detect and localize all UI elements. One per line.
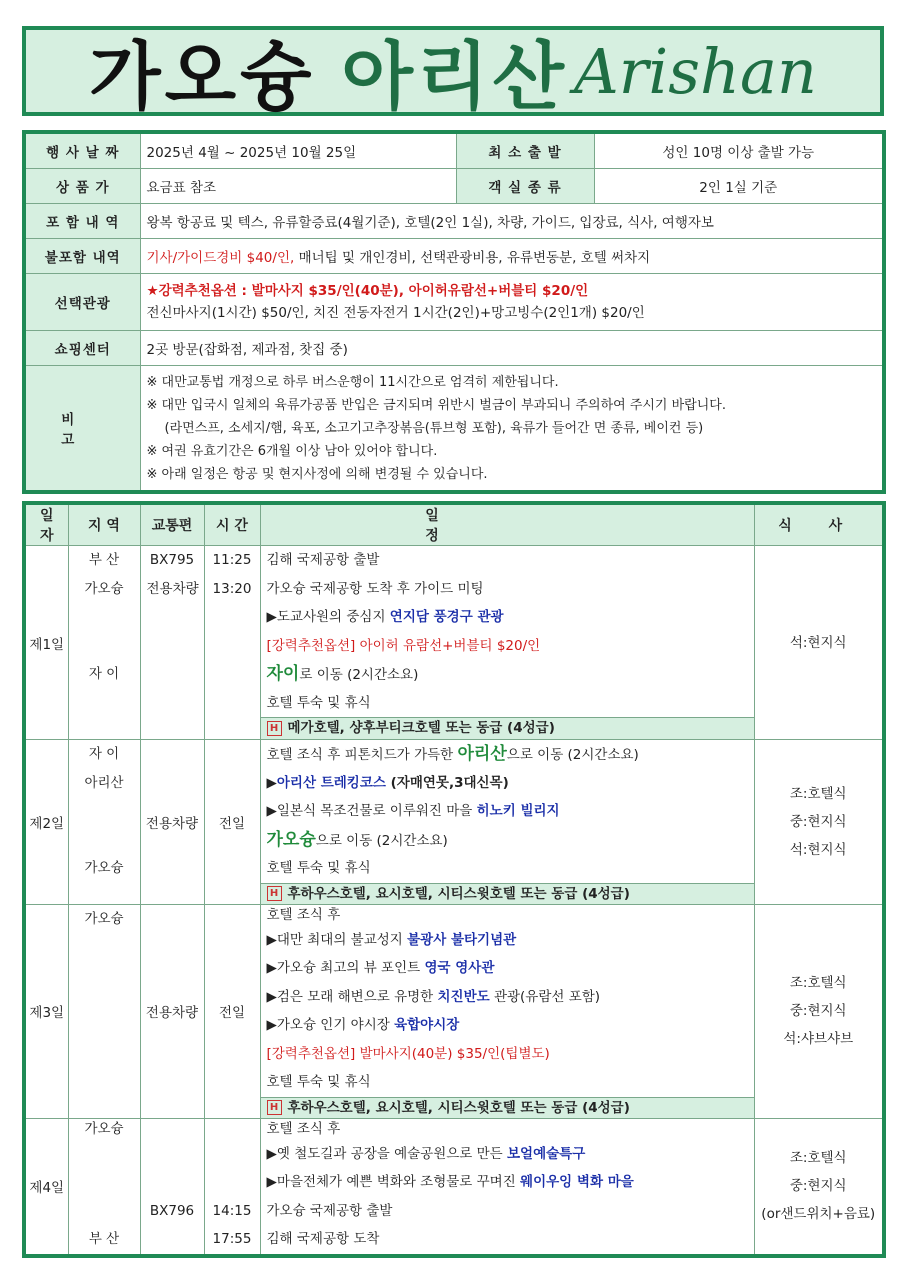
- head-day: 일 자: [24, 503, 68, 546]
- day4-line4: 가오슝 국제공항 출발: [266, 1202, 393, 1219]
- note-4: ※ 여권 유효기간은 6개월 이상 남아 있어야 합니다.: [146, 443, 438, 459]
- date-value: 2025년 4월 ~ 2025년 10월 25일: [140, 132, 456, 169]
- head-plan: 일 정: [260, 503, 754, 546]
- note-2: ※ 대만 입국시 일체의 육류가공품 반입은 금지되며 위반시 벌금이 부과되니 주의하여 주시기 바랍니다.: [146, 397, 726, 413]
- head-trans: 교통편: [140, 503, 204, 546]
- day1-region-3: 자 이: [88, 666, 120, 682]
- day1-time-2: 13:20: [212, 580, 252, 597]
- day1-region: [68, 546, 140, 740]
- day4-line3: ▶마을전체가 예쁜 벽화와 조형물로 꾸며진 웨이우잉 벽화 마을: [266, 1174, 634, 1190]
- day1-time-1: 11:25: [212, 552, 252, 568]
- day3-region-1: 가오슝: [84, 910, 124, 927]
- excl-label: 불포함 내역: [24, 239, 140, 274]
- day1-vehicle: 전용차량: [146, 580, 199, 597]
- day4-meal: 조:호텔식 중:현지식 (or샌드위치+음료): [754, 1118, 884, 1256]
- day2-label: 제2일: [24, 740, 68, 905]
- day1-region-1: 부 산: [88, 552, 120, 568]
- note-label: 비 고: [24, 366, 140, 493]
- day1-region-2: 가오슝: [84, 580, 124, 597]
- excl-rest: 매너팁 및 개인경비, 선택관광비용, 유류변동분, 호텔 써차지: [294, 250, 651, 266]
- day3-line5: ▶가오슝 인기 야시장 육합야시장: [266, 1017, 460, 1033]
- notes: [140, 366, 884, 493]
- day3-line3: ▶가오슝 최고의 뷰 포인트 영국 영사관: [266, 960, 495, 976]
- price-label: 상 품 가: [24, 169, 140, 204]
- head-meal: 식 사: [754, 503, 884, 546]
- day3-line2: ▶대만 최대의 불교성지 불광사 불타기념관: [266, 931, 517, 948]
- day3-plan: [260, 904, 754, 1118]
- day4-label: 제4일: [24, 1118, 68, 1256]
- excl-red: 기사/가이드경비 $40/인,: [146, 250, 295, 266]
- note-1: ※ 대만교통법 개정으로 하루 버스운행이 11시간으로 엄격히 제한됩니다.: [146, 374, 559, 390]
- opt-line2: 전신마사지(1시간) $50/인, 치진 전동자전거 1시간(2인)+망고빙수(2인1개) $20/인: [146, 305, 645, 321]
- day2-line1: 호텔 조식 후 피톤치드가 가득한 아리산으로 이동 (2시간소요): [266, 744, 639, 764]
- day3-trans: 전용차량: [140, 904, 204, 1118]
- day2-region-3: 가오슝: [84, 860, 124, 876]
- day4-plan: [260, 1118, 754, 1256]
- day2-hotel: H 후하우스호텔, 요시호텔, 시티스윗호텔 또는 동급 (4성급): [261, 883, 754, 904]
- day3-time: 전일: [204, 904, 260, 1118]
- day1-line4: [강력추천옵션] 아이허 유람선+버블티 $20/인: [266, 637, 541, 654]
- day3-hotel: H 후하우스호텔, 요시호텔, 시티스윗호텔 또는 동급 (4성급): [261, 1097, 754, 1118]
- day3-line4: ▶검은 모래 해변으로 유명한 치진반도 관광(유람선 포함): [266, 988, 601, 1005]
- opt-value: [140, 274, 884, 331]
- opt-line1: ★강력추천옵션 : 발마사지 $35/인(40분), 아이허유람선+버블티 $20/인: [146, 283, 589, 299]
- room-label: 객 실 종 류: [456, 169, 594, 204]
- day2-plan: [260, 740, 754, 905]
- day3-line1: 호텔 조식 후: [266, 906, 341, 923]
- day4-time: [204, 1118, 260, 1256]
- hotel-icon: H: [267, 721, 282, 736]
- day4-line2: ▶옛 철도길과 공장을 예술공원으로 만든 보얼예술특구: [266, 1145, 586, 1162]
- day3-line7: 호텔 투숙 및 휴식: [266, 1074, 371, 1090]
- room-value: 2인 1실 기준: [594, 169, 884, 204]
- min-label: 최 소 출 발: [456, 132, 594, 169]
- title-arishan-en: Arishan: [574, 34, 817, 108]
- day3-line6: [강력추천옵션] 발마사지(40분) $35/인(팁별도): [266, 1045, 550, 1062]
- day3-meal: 조:호텔식 중:현지식 석:샤브샤브: [754, 904, 884, 1118]
- day1-line6: 호텔 투숙 및 휴식: [266, 694, 371, 711]
- day1-line1: 김해 국제공항 출발: [266, 552, 380, 568]
- hotel-icon: H: [267, 1100, 282, 1115]
- day4-region: [68, 1118, 140, 1256]
- note-5: ※ 아래 일정은 항공 및 현지사정에 의해 변경될 수 있습니다.: [146, 466, 488, 482]
- day4-flight: BX796: [149, 1202, 195, 1219]
- head-time: 시 간: [204, 503, 260, 546]
- day1-meal: 석:현지식: [754, 546, 884, 740]
- day2-line3: ▶일본식 목조건물로 이루워진 마을 히노키 빌리지: [266, 803, 560, 819]
- head-region: 지 역: [68, 503, 140, 546]
- day2-region: [68, 740, 140, 905]
- day4-time-2: 17:55: [212, 1231, 252, 1247]
- title-arishan-ko: 아리산: [341, 34, 568, 120]
- hotel-icon: H: [267, 886, 282, 901]
- day2-meal: 조:호텔식 중:현지식 석:현지식: [754, 740, 884, 905]
- day2-line2: ▶아리산 트레킹코스 (자매연못,3대신목): [266, 774, 509, 791]
- opt-label: 선택관광: [24, 274, 140, 331]
- day3-region: [68, 904, 140, 1118]
- day1-label: 제1일: [24, 546, 68, 740]
- shop-label: 쇼핑센터: [24, 331, 140, 366]
- min-value: 성인 10명 이상 출발 가능: [594, 132, 884, 169]
- day4-trans: [140, 1118, 204, 1256]
- excl-value: [140, 239, 884, 274]
- day2-line4: 가오슝으로 이동 (2시간소요): [266, 829, 448, 850]
- info-table: [22, 130, 886, 494]
- day2-region-2: 아리산: [84, 774, 124, 791]
- price-value: 요금표 참조: [140, 169, 456, 204]
- day2-time: 전일: [204, 740, 260, 905]
- day1-hotel: H 메가호텔, 샹후부티크호텔 또는 동급 (4성급): [261, 717, 754, 739]
- day4-time-1: 14:15: [212, 1202, 252, 1219]
- shop-value: 2곳 방문(잡화점, 제과점, 찻집 중): [140, 331, 884, 366]
- incl-value: 왕복 항공료 및 텍스, 유류할증료(4월기준), 호텔(2인 1실), 차량, 가이드, 입장료, 식사, 여행자보: [140, 204, 884, 239]
- day2-line5: 호텔 투숙 및 휴식: [266, 860, 371, 876]
- day1-line3: ▶도교사원의 중심지 연지담 풍경구 관광: [266, 609, 504, 625]
- day2-region-1: 자 이: [88, 746, 120, 762]
- day1-line5: 자이로 이동 (2시간소요): [266, 664, 419, 684]
- date-label: 행 사 날 짜: [24, 132, 140, 169]
- title-banner: [22, 26, 884, 120]
- day4-region-1: 가오슝: [84, 1120, 124, 1137]
- day4-line5: 김해 국제공항 도착: [266, 1231, 380, 1247]
- day1-plan: [260, 546, 754, 740]
- day1-line2: 가오슝 국제공항 도착 후 가이드 미팅: [266, 580, 484, 597]
- day4-line1: 호텔 조식 후: [266, 1120, 341, 1137]
- day2-trans: 전용차량: [140, 740, 204, 905]
- title-gaoshung: 가오슝: [89, 34, 316, 120]
- day4-region-2: 부 산: [88, 1231, 120, 1247]
- day3-label: 제3일: [24, 904, 68, 1118]
- day1-time: [204, 546, 260, 740]
- day1-flight: BX795: [149, 552, 195, 568]
- day1-trans: [140, 546, 204, 740]
- incl-label: 포 함 내 역: [24, 204, 140, 239]
- schedule-table: [22, 501, 886, 1258]
- note-3: (라면스프, 소세지/햄, 육포, 소고기고추장볶음(튜브형 포함), 육류가 들어간 면 종류, 베이컨 등): [164, 420, 704, 436]
